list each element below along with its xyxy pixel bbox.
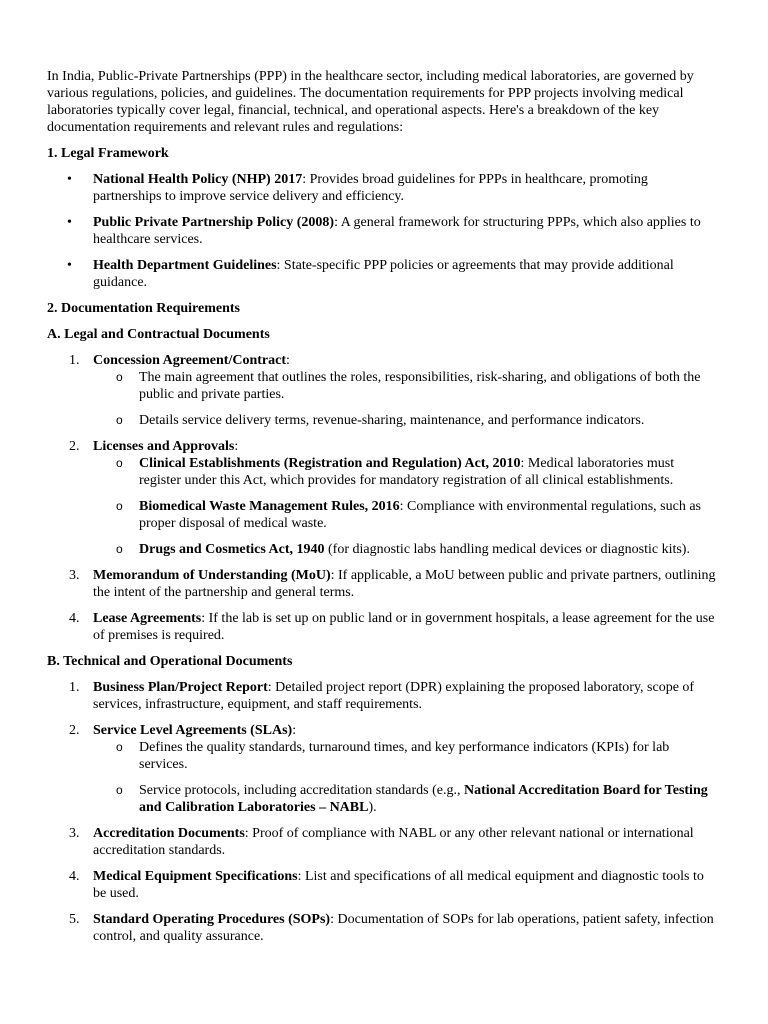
sub-list-item [93,498,716,532]
list-item [47,352,716,429]
subsection-heading-legal-contractual: A. Legal and Contractual Documents [47,327,270,342]
sub-list-item [93,782,716,816]
intro-paragraph: In India, Public-Private Partnerships (PPP) in the healthcare sector, including medical laboratories, are governed by various regulations, policies, and guidelines. The documentation requirements for PPP projects involving medical laboratories typically cover legal, financial, technical, and operational aspects. Here's a breakdown of the key documentation requirements and relevant rules and regulations: [47,69,694,135]
sub-item-title: National Accreditation Board for Testing and Calibration Laboratories – NABL [139,783,708,815]
number-marker: 2. [69,723,80,738]
sub-item-text: : Compliance with environmental regulations, such as proper disposal of medical waste. [139,499,701,531]
number-marker: 4. [69,869,80,884]
list-item [47,257,716,291]
legal-contractual-list [47,352,716,644]
sub-list-item [93,369,716,403]
sub-item-text: Details service delivery terms, revenue-sharing, maintenance, and performance indicators. [139,413,645,428]
item-text: : If applicable, a MoU between public and private partners, outlining the intent of the partnership and general terms. [93,568,716,600]
sub-item-title: Biomedical Waste Management Rules, 2016 [139,499,400,514]
number-marker: 4. [69,611,80,626]
list-item [47,679,716,713]
bullet-marker: • [67,172,72,187]
item-title: Public Private Partnership Policy (2008) [93,215,335,230]
item-text: : A general framework for structuring PPPs, which also applies to healthcare services. [93,215,701,247]
number-marker: 1. [69,680,80,695]
list-item [47,438,716,558]
item-text: : Detailed project report (DPR) explaining the proposed laboratory, scope of services, infrastructure, equipment, and staff requirements. [93,680,695,712]
number-marker: 3. [69,568,80,583]
number-marker: 5. [69,912,80,927]
sub-list-item [93,455,716,489]
item-title: Health Department Guidelines [93,258,277,273]
list-item [47,868,716,902]
number-marker: 1. [69,353,80,368]
number-marker: 3. [69,826,80,841]
sub-list-item [93,739,716,773]
item-text: : Provides broad guidelines for PPPs in healthcare, promoting partnerships to improve service delivery and efficiency. [93,172,648,204]
list-item [47,911,716,945]
list-item [47,610,716,644]
item-text: : [286,353,290,368]
item-title: Memorandum of Understanding (MoU) [93,568,331,583]
sub-list-item [93,541,716,558]
item-text: : [234,439,239,454]
legal-framework-list [47,171,716,291]
sub-marker: o [116,413,123,427]
list-item [47,171,716,205]
item-title: Business Plan/Project Report [93,680,268,695]
item-title: Concession Agreement/Contract [93,353,286,368]
list-item [47,214,716,248]
item-title: Standard Operating Procedures (SOPs) [93,912,331,927]
item-title: Accreditation Documents [93,826,245,841]
item-text: : Documentation of SOPs for lab operations, patient safety, infection control, and quality assurance. [93,912,714,944]
bullet-marker: • [67,258,72,273]
number-marker: 2. [69,439,80,454]
sub-item-title: Clinical Establishments (Registration and Regulation) Act, 2010 [139,456,521,471]
item-title: Service Level Agreements (SLAs) [93,723,293,738]
sub-marker: o [116,740,123,754]
list-item [47,825,716,859]
item-text: : Proof of compliance with NABL or any other relevant national or international accreditation standards. [93,826,694,858]
sub-list-item [93,412,716,429]
sub-list [93,455,716,558]
item-title: Licenses and Approvals [93,439,235,454]
section-heading-documentation-requirements: 2. Documentation Requirements [47,301,241,316]
sub-item-text: The main agreement that outlines the roles, responsibilities, risk-sharing, and obligations of both the public and private parties. [139,370,701,402]
section-heading-legal-framework: 1. Legal Framework [47,146,169,161]
sub-list [93,369,716,429]
item-title: Lease Agreements [93,611,202,626]
subsection-heading-technical-operational: B. Technical and Operational Documents [47,654,293,669]
sub-item-prefix: Service protocols, including accreditation standards (e.g., [139,783,465,798]
technical-operational-list [47,679,716,945]
item-text: : List and specifications of all medical equipment and diagnostic tools to be used. [93,869,704,901]
sub-marker: o [116,456,123,470]
bullet-marker: • [67,215,72,230]
sub-list [93,739,716,816]
item-title: Medical Equipment Specifications [93,869,298,884]
sub-marker: o [116,542,123,556]
item-text: : State-specific PPP policies or agreements that may provide additional guidance. [93,258,674,290]
sub-item-title: Drugs and Cosmetics Act, 1940 [139,542,325,557]
sub-marker: o [116,370,123,384]
list-item [47,722,716,816]
sub-item-text: Defines the quality standards, turnaround times, and key performance indicators (KPIs) for lab services. [139,740,670,772]
sub-marker: o [116,499,123,513]
item-title: National Health Policy (NHP) 2017 [93,172,303,187]
sub-item-text: ). [368,800,377,815]
sub-item-text: : Medical laboratories must register under this Act, which provides for mandatory registration of all clinical establishments. [139,456,675,488]
list-item [47,567,716,601]
sub-marker: o [116,783,123,797]
item-text: : [292,723,297,738]
item-text: : If the lab is set up on public land or in government hospitals, a lease agreement for the use of premises is required. [93,611,715,643]
sub-item-text: (for diagnostic labs handling medical devices or diagnostic kits). [324,542,690,557]
